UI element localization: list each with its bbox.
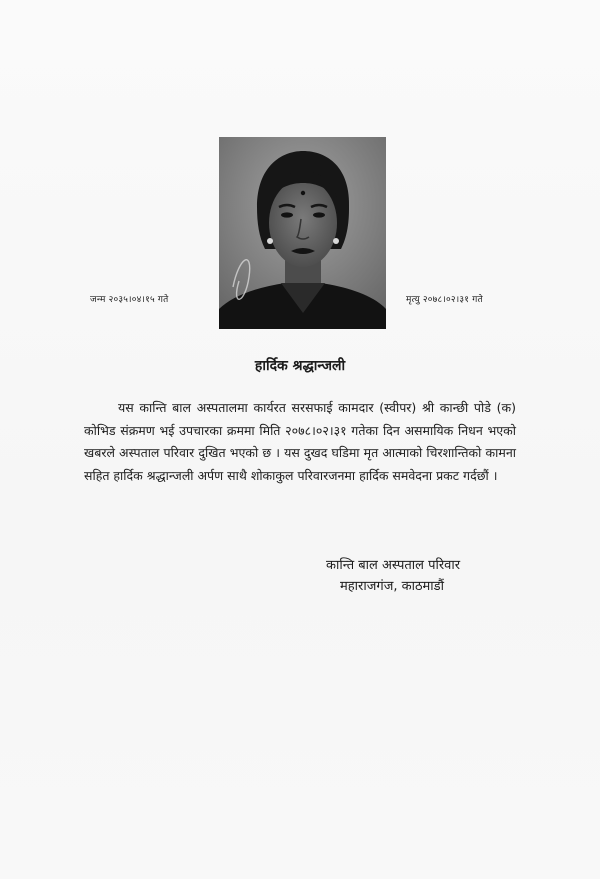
death-date: मृत्यु २०७८।०२।३१ गते [406, 295, 483, 305]
signature-organization: कान्ति बाल अस्पताल परिवार [326, 558, 461, 573]
signature-address: महाराजगंज, काठमाडौं [340, 579, 444, 594]
birth-date: जन्म २०३५।०४।१५ गते [90, 295, 169, 305]
portrait-photo [219, 137, 386, 329]
notice-body [84, 397, 516, 487]
signature-block [326, 555, 460, 597]
notice-title: हार्दिक श्रद्धान्जली [254, 358, 346, 374]
notice-body-paragraph: यस कान्ति बाल अस्पतालमा कार्यरत सरसफाई कामदार (स्वीपर) श्री कान्छी पोडे (क) कोभिड संक्रमण भई उपचारका क्रममा मिति २०७८।०२।३१ गतेका दिन असमायिक निधन भएको खबरले अस्पताल परिवार दुखित भएको छ । यस दुखद घडिमा मृत आत्माको चिरशान्तिको कामना सहित हार्दिक श्रद्धान्जली अर्पण साथै शोकाकुल परिवारजनमा हार्दिक समवेदना प्रकट गर्दछौं । [84, 400, 516, 483]
